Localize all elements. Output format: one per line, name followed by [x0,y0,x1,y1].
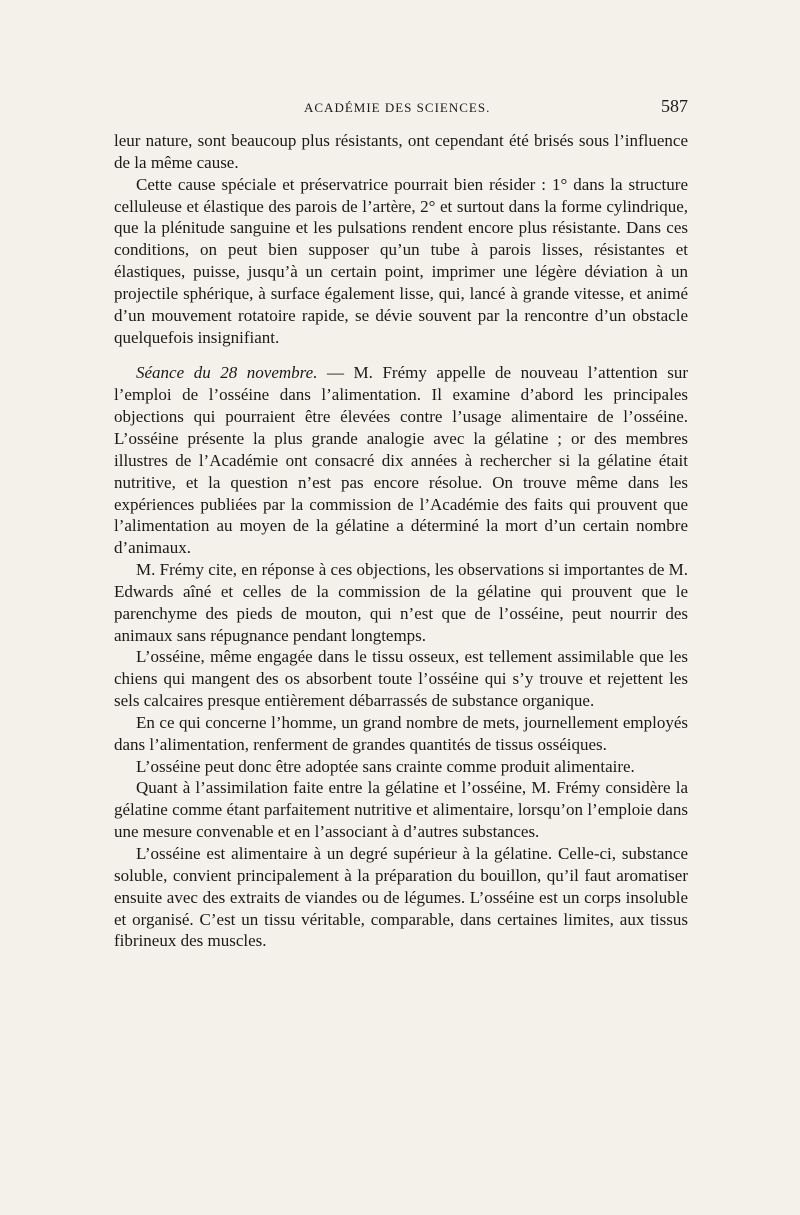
paragraph-8: Quant à l’assimilation faite entre la gélatine et l’osséine, M. Frémy considère la gélatine comme étant parfaitement nutritive et alimentaire, lorsqu’on l’emploie dans une mesure convenable et en l’associant à d’autres substances. [114,778,688,842]
page-number: 587 [661,96,688,116]
paragraph-2: Cette cause spéciale et préservatrice pourrait bien résider : 1° dans la structure celluleuse et élastique des parois de l’artère, 2° et surtout dans la forme cylindrique, que la plénitude sanguine et les pulsations rendent encore plus résistante. Dans ces conditions, on peut bien supposer qu’un tube à parois lisses, résistantes et élastiques, puisse, jusqu’à un certain point, imprimer une légère déviation à un projectile sphérique, à surface également lisse, qui, lancé à grande vitesse, et animé d’un mouvement rotatoire rapide, se dévie souvent par la rencontre d’un obstacle quelquefois insignifiant. [114,174,688,347]
paragraph-6: En ce qui concerne l’homme, un grand nombre de mets, journellement employés dans l’alimentation, renferment de grandes quantités de tissus osséiques. [114,712,688,754]
paragraph-7: L’osséine peut donc être adoptée sans crainte comme produit alimentaire. [136,756,635,776]
paragraph-9: L’osséine est alimentaire à un degré supérieur à la gélatine. Celle-ci, substance soluble, convient principalement à la préparation du bouillon, qu’il faut aromatiser ensuite avec des extraits de viandes ou de légumes. L’osséine est un corps insoluble et organisé. C’est un tissu véritable, comparable, dans certaines limites, aux tissus fibrineux des muscles. [114,844,688,951]
paragraph-4: M. Frémy cite, en réponse à ces objections, les observations si importantes de M. Edwards aîné et celles de la commission de la gélatine qui prouvent que le parenchyme des pieds de mouton, qui n’est que de l’osséine, peut nourrir des animaux sans répugnance pendant longtemps. [114,560,688,645]
paragraph-5: L’osséine, même engagée dans le tissu osseux, est tellement assimilable que les chiens qui mangent des os absorbent toute l’osséine qui s’y trouve et rejettent les sels calcaires presque entièrement débarrassés de substance organique. [114,647,688,711]
paragraph-3 [114,362,688,559]
running-title: ACADÉMIE DES SCIENCES. [304,100,491,115]
running-header [114,96,688,124]
session-date: Séance du 28 novembre. [136,363,318,383]
paragraph-3-text: — M. Frémy appelle de nouveau l’attention sur l’emploi de l’osséine dans l’alimentation. Il examine d’abord les principales objections qui pourraient être élevées contre l’usage alimentaire de l’osséine. L’osséine présente la plus grande analogie avec la gélatine ; or des membres illustres de l’Académie ont consacré dix années à rechercher si la gélatine était nutritive, et la question n’est pas encore résolue. On trouve même dans les expériences publiées par la commission de l’Académie des faits qui prouvent que l’alimentation au moyen de la gélatine a déterminé la mort d’un certain nombre d’animaux. [114,363,688,558]
body-text [114,130,688,952]
paragraph-1: leur nature, sont beaucoup plus résistants, ont cependant été brisés sous l’influence de la même cause. [114,131,688,172]
